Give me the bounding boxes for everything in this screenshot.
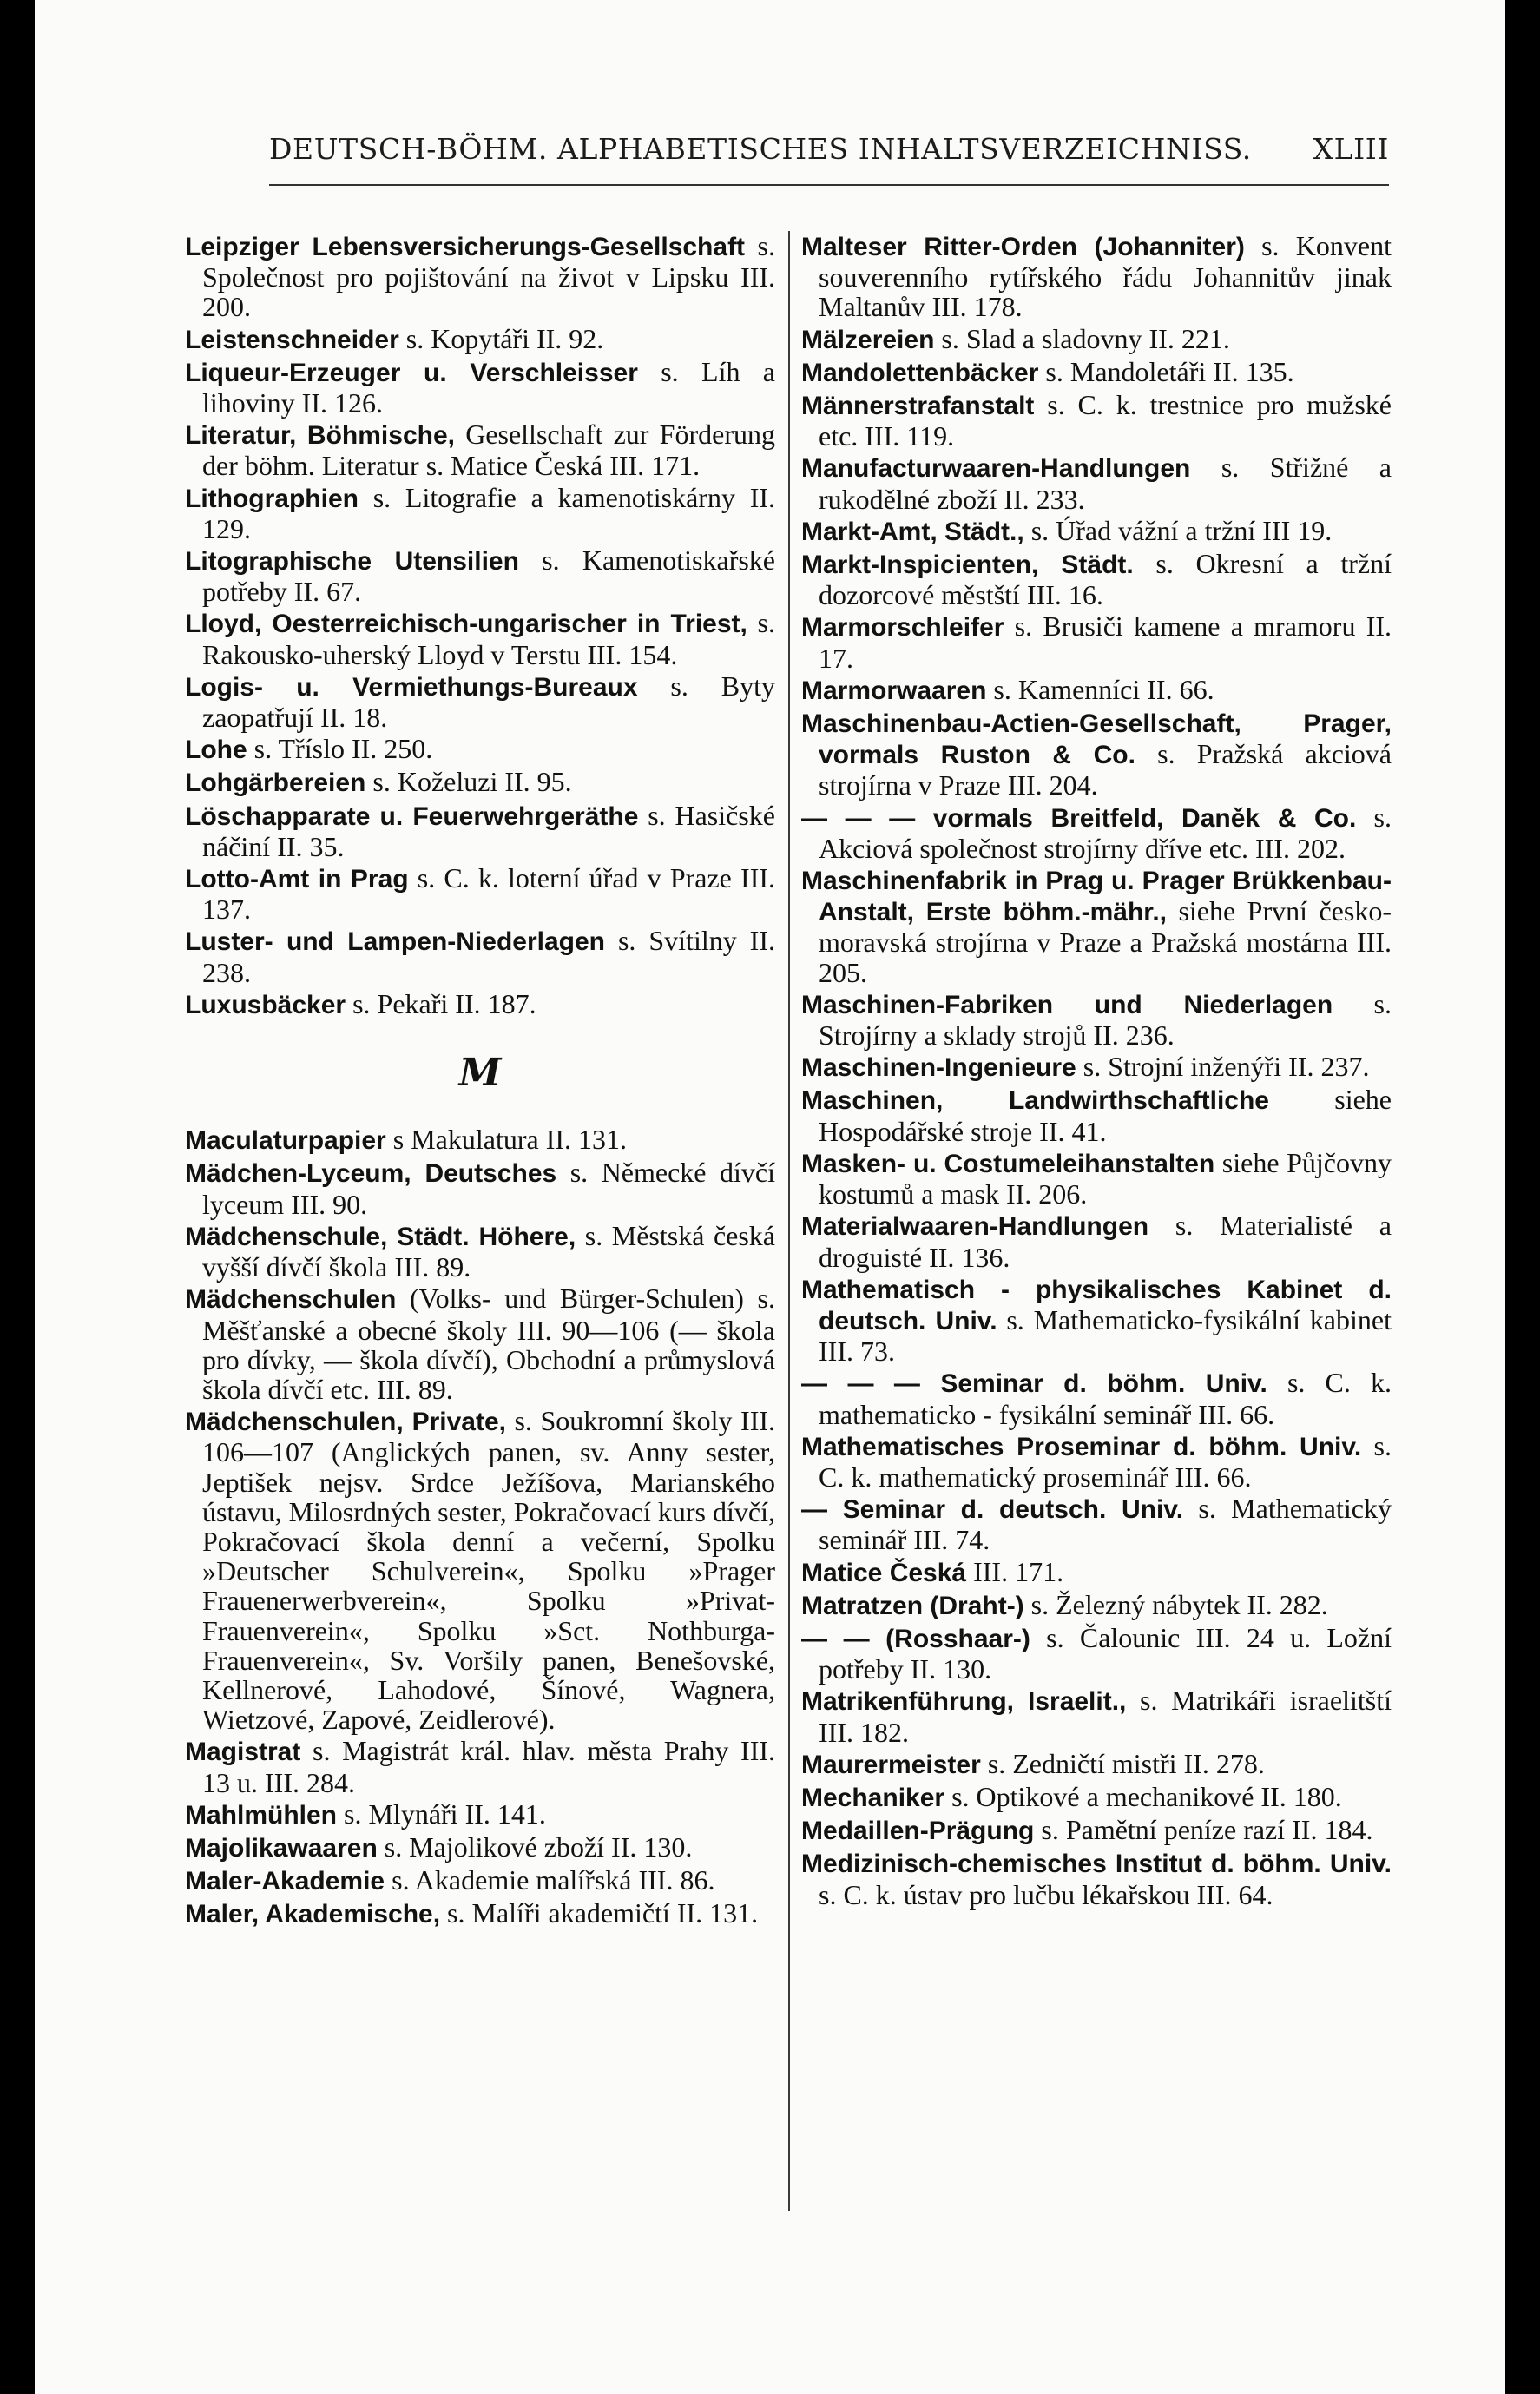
entry-reference: s. Akademie malířská III. 86.	[385, 1864, 715, 1896]
entry-term: Materialwaaren-Handlungen	[801, 1212, 1149, 1242]
entry-reference: s. Mlynáři II. 141.	[337, 1797, 546, 1830]
index-entry	[801, 1274, 1392, 1367]
entry-reference: s. Čalounic III. 24 u. Ložní potřeby II. 130.	[819, 1621, 1392, 1685]
index-entry	[801, 231, 1392, 322]
entry-reference: s. Matrikáři israelitští III. 182.	[819, 1685, 1392, 1748]
index-entry	[801, 611, 1392, 672]
index-entry	[185, 483, 775, 544]
entry-term: Mathematisch - physikalisches Kabinet d. deutsch. Univ.	[801, 1275, 1392, 1335]
entry-term: — — (Rosshaar-)	[801, 1624, 1030, 1653]
entry-reference: Gesellschaft zur Förderung der böhm. Literatur s. Matice Česká III. 171.	[202, 419, 775, 482]
entry-term: Lotto-Amt in Prag	[185, 865, 409, 894]
entry-term: Markt-Inspicienten, Städt.	[801, 551, 1134, 580]
entry-reference: s. C. k. trestnice pro mužské etc. III. 119.	[819, 389, 1392, 452]
entry-term: Majolikawaaren	[185, 1833, 378, 1863]
header-rule	[269, 184, 1389, 186]
entry-term: — — — Seminar d. böhm. Univ.	[801, 1369, 1267, 1399]
entry-reference: s. Okresní a tržní dozorcové městští III. 16.	[819, 548, 1392, 611]
entry-term: Markt-Amt, Städt.,	[801, 517, 1024, 546]
index-entry	[801, 1368, 1392, 1428]
page	[35, 0, 1505, 2394]
entry-reference: s. Německé dívčí lyceum III. 90.	[202, 1157, 775, 1220]
right-entries	[801, 231, 1392, 1909]
index-entry	[801, 675, 1392, 706]
entry-term: Manufacturwaaren-Handlungen	[801, 454, 1191, 484]
left-column	[185, 231, 775, 1932]
index-entry	[185, 1832, 775, 1863]
entry-term: — — — vormals Breitfeld, Daněk & Co.	[801, 803, 1357, 833]
entry-reference: (Volks- und Bürger-Schulen) s. Měšťanské a obecné školy III. 90—106 (— škola pro dívky, — škola dívčí), Obchodní a průmyslová škola dívčí etc. III. 89.	[202, 1283, 775, 1405]
index-entry	[801, 1052, 1392, 1083]
index-entry	[801, 1685, 1392, 1746]
index-entry	[185, 1406, 775, 1734]
index-entry	[185, 734, 775, 765]
index-entry	[185, 926, 775, 986]
entry-reference: III. 171.	[966, 1555, 1064, 1587]
index-entry	[801, 516, 1392, 547]
entry-term: Maler-Akademie	[185, 1867, 385, 1896]
index-entry	[801, 357, 1392, 388]
index-entry	[801, 1749, 1392, 1780]
index-entry	[185, 357, 775, 418]
entry-reference: s. Litografie a kamenotiskárny II. 129.	[202, 481, 775, 544]
entry-reference: s. Akciová společnost strojírny dříve etc. III. 202.	[819, 801, 1392, 864]
entry-reference: s. Kamenotiskařské potřeby II. 67.	[202, 544, 775, 608]
index-entry	[801, 1431, 1392, 1492]
entry-term: Maschinenbau-Actien-Gesellschaft, Prager, vormals Ruston & Co.	[801, 709, 1392, 770]
right-column	[801, 231, 1392, 1911]
entry-term: Magistrat	[185, 1738, 301, 1767]
entry-reference: s. C. k. loterní úřad v Praze III. 137.	[202, 862, 776, 926]
index-entry	[801, 802, 1392, 863]
index-entry	[801, 989, 1392, 1050]
index-entry	[801, 324, 1392, 355]
entry-term: Matratzen (Draht-)	[801, 1591, 1024, 1620]
entry-reference: s. C. k. mathematicko - fysikální seminář III. 66.	[819, 1367, 1392, 1430]
index-entry	[185, 863, 775, 924]
index-entry	[185, 1865, 775, 1896]
index-entry	[801, 865, 1392, 987]
index-entry	[801, 1623, 1392, 1684]
entry-term: Lloyd, Oesterreichisch-ungarischer in Triest,	[185, 610, 747, 639]
header-title: DEUTSCH-BÖHM. ALPHABETISCHES INHALTSVERZEICHNISS.	[269, 132, 1252, 166]
entry-reference: s. Zedničtí mistři II. 278.	[980, 1747, 1265, 1779]
entry-reference: s. Pamětní peníze razí II. 184.	[1034, 1814, 1373, 1846]
entry-term: Leistenschneider	[185, 325, 399, 354]
index-entry	[801, 452, 1392, 513]
entry-term: Löschapparate u. Feuerwehrgeräthe	[185, 801, 639, 831]
entry-reference: siehe První česko-moravská strojírna v Praze a Pražská mostárna III. 205.	[819, 895, 1392, 988]
entry-reference: siehe Půjčovny kostumů a mask II. 206.	[819, 1146, 1392, 1210]
entry-reference: s Makulatura II. 131.	[385, 1124, 627, 1156]
index-entry	[801, 390, 1392, 451]
entry-term: Maurermeister	[801, 1750, 981, 1779]
entry-reference: s. Mandoletáři II. 135.	[1038, 355, 1294, 387]
entry-reference: s. Strojní inženýři II. 237.	[1076, 1051, 1370, 1083]
running-header	[269, 132, 1389, 166]
entry-term: Mädchenschulen, Private,	[185, 1408, 506, 1437]
entry-term: — Seminar d. deutsch. Univ.	[801, 1495, 1184, 1525]
entry-reference: s. Malíři akademičtí II. 131.	[440, 1897, 759, 1929]
index-entry	[185, 1157, 775, 1218]
index-entry	[801, 1085, 1392, 1145]
entry-reference: s. Magistrát král. hlav. města Prahy III. 13 u. III. 284.	[202, 1735, 775, 1798]
entry-reference: s. Mathematicko-fysikální kabinet III. 73.	[819, 1303, 1392, 1368]
entry-term: Marmorschleifer	[801, 613, 1004, 643]
entry-term: Mädchenschule, Städt. Höhere,	[185, 1222, 576, 1251]
index-entry	[801, 1590, 1392, 1621]
index-entry	[185, 545, 775, 606]
entry-reference: s. Hasičské náčiní II. 35.	[202, 799, 775, 862]
entry-term: Leipziger Lebensversicherungs-Gesellschaft	[185, 233, 746, 261]
index-entry	[185, 1283, 775, 1404]
entry-term: Maschinen-Ingenieure	[801, 1053, 1076, 1083]
index-entry	[185, 419, 775, 480]
index-entry	[185, 1799, 775, 1830]
entry-reference: s. Koželuzi II. 95.	[365, 766, 572, 798]
entry-reference: s. C. k. mathematický proseminář III. 66.	[819, 1429, 1392, 1493]
entry-term: Mälzereien	[801, 325, 935, 354]
section-letter: M	[458, 1051, 502, 1096]
entry-term: Lohgärbereien	[185, 768, 366, 798]
entry-reference: s. Železný nábytek II. 282.	[1023, 1588, 1328, 1620]
index-entry	[185, 767, 775, 798]
index-entry	[185, 231, 775, 322]
entry-reference: s. Slad a sladovny II. 221.	[934, 322, 1230, 354]
index-entry	[801, 1148, 1392, 1209]
index-entry	[185, 671, 775, 732]
entry-term: Mädchenschulen	[185, 1285, 397, 1315]
entry-term: Maschinen-Fabriken und Niederlagen	[801, 990, 1333, 1019]
entry-reference: s. Pražská akciová strojírna v Praze III. 204.	[819, 738, 1392, 801]
entry-term: Marmorwaaren	[801, 676, 987, 705]
entry-term: Luxusbäcker	[185, 990, 346, 1019]
entry-reference: s. Mathematický seminář III. 74.	[819, 1493, 1392, 1556]
entry-term: Litographische Utensilien	[185, 547, 519, 577]
entry-reference: s. Konvent souverenního rytířského řádu Johannitův jinak Maltanův III. 178.	[819, 230, 1392, 323]
index-entry	[185, 1221, 775, 1282]
entry-term: Matrikenführung, Israelit.,	[801, 1687, 1127, 1717]
entry-reference: s. Kopytáři II. 92.	[398, 322, 604, 354]
entry-reference: s. Brusiči kamene a mramoru II. 17.	[819, 610, 1392, 674]
entry-reference: s. Kamenníci II. 66.	[986, 673, 1214, 705]
entry-term: Masken- u. Costumeleihanstalten	[801, 1149, 1215, 1178]
entry-term: Maschinenfabrik in Prag u. Prager Brükkenbau-Anstalt, Erste böhm.-mähr.,	[801, 867, 1392, 927]
entry-reference: s. Optikové a mechanikové II. 180.	[944, 1780, 1342, 1812]
entry-term: Logis- u. Vermiethungs-Bureaux	[185, 672, 638, 702]
entry-reference: s. Strojírny a sklady strojů II. 236.	[819, 987, 1392, 1052]
index-entry	[185, 1898, 775, 1929]
index-entry	[185, 608, 775, 669]
entry-reference: s. Byty zaopatřují II. 18.	[202, 669, 776, 734]
entry-reference: s. Společnost pro pojištování na život v Lipsku III. 200.	[202, 230, 775, 323]
entry-reference: s. Materialisté a droguisté II. 136.	[819, 1210, 1392, 1273]
index-entry	[801, 1494, 1392, 1554]
index-entry	[185, 1736, 775, 1797]
entry-term: Medaillen-Prägung	[801, 1817, 1035, 1846]
entry-term: Medizinisch-chemisches Institut d. böhm. Univ.	[801, 1850, 1392, 1879]
left-entries-after	[185, 1124, 775, 1929]
column-divider	[788, 231, 790, 2211]
index-entry	[801, 708, 1392, 801]
entry-reference: s. Rakousko-uherský Lloyd v Terstu III. 154.	[202, 607, 775, 670]
entry-term: Maler, Akademische,	[185, 1900, 441, 1929]
entry-reference: s. Líh a lihoviny II. 126.	[202, 355, 775, 419]
entry-term: Mathematisches Proseminar d. böhm. Univ.	[801, 1432, 1362, 1461]
entry-term: Männerstrafanstalt	[801, 392, 1035, 421]
index-entry	[185, 1124, 775, 1156]
index-entry	[801, 1557, 1392, 1588]
entry-term: Mahlmühlen	[185, 1800, 338, 1830]
entry-reference: s. Střižné a rukodělné zboží II. 233.	[819, 452, 1392, 515]
entry-reference: s. Soukromní školy III. 106—107 (Anglických panen, sv. Anny sester, Jeptišek nejsv. Srdce Ježíšova, Marianského ústavu, Milosrdných sester, Pokračovací kurs dívčí, Pokračovací škola denní a večerní, Spolku »Deutscher Schulverein«, Spolku »Prager Frauenerwerbverein«, Spolku »Privat-Frauenverein«, Spolku »Sct. Nothburga-Frauenverein«, Sv. Voršily panen, Benešovské, Kellnerové, Lahodové, Šínové, Wagnera, Wietzové, Zapové, Zeidlerové).	[202, 1405, 776, 1736]
entry-reference: s. Pekaři II. 187.	[346, 987, 536, 1019]
index-entry	[801, 1848, 1392, 1909]
left-entries-before	[185, 231, 775, 1020]
entry-term: Maculaturpapier	[185, 1126, 386, 1156]
entry-reference: s. C. k. ústav pro lučbu lékařskou III. 64.	[819, 1878, 1273, 1910]
entry-reference: s. Majolikové zboží II. 130.	[377, 1830, 693, 1863]
entry-reference: siehe Hospodářské stroje II. 41.	[819, 1084, 1392, 1147]
entry-reference: s. Tříslo II. 250.	[247, 733, 433, 765]
page-number: XLIII	[1313, 132, 1389, 166]
entry-term: Literatur, Böhmische,	[185, 421, 455, 451]
entry-term: Lohe	[185, 735, 247, 765]
entry-term: Maschinen, Landwirthschaftliche	[801, 1086, 1269, 1116]
entry-reference: s. Svítilny II. 238.	[202, 925, 775, 988]
entry-reference: s. Městská česká vyšší dívčí škola III. 89.	[202, 1219, 775, 1283]
index-entry	[801, 549, 1392, 610]
entry-term: Luster- und Lampen-Niederlagen	[185, 927, 605, 957]
entry-term: Matice Česká	[801, 1558, 967, 1587]
entry-term: Mädchen-Lyceum, Deutsches	[185, 1159, 557, 1189]
index-entry	[185, 801, 775, 861]
entry-term: Mechaniker	[801, 1783, 945, 1812]
index-entry	[801, 1210, 1392, 1271]
entry-reference: s. Úřad vážní a tržní III 19.	[1023, 514, 1333, 546]
index-entry	[185, 324, 775, 355]
entry-term: Mandolettenbäcker	[801, 358, 1039, 387]
entry-term: Malteser Ritter-Orden (Johanniter)	[801, 233, 1245, 261]
index-entry	[801, 1815, 1392, 1846]
entry-term: Liqueur-Erzeuger u. Verschleisser	[185, 358, 638, 387]
index-entry	[185, 989, 775, 1020]
index-entry	[801, 1782, 1392, 1813]
entry-term: Lithographien	[185, 484, 359, 513]
